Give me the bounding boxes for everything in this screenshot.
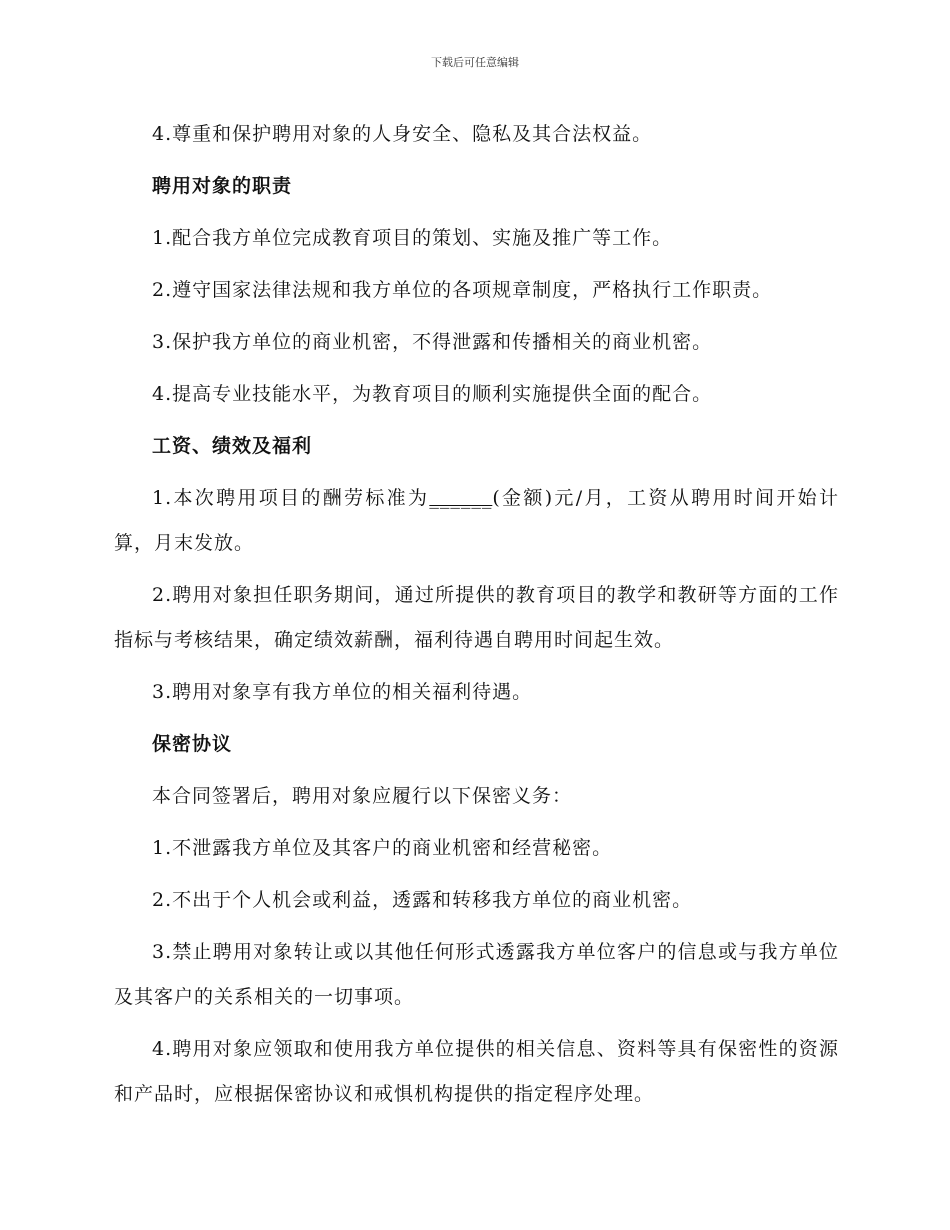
- paragraph: 1.不泄露我方单位及其客户的商业机密和经营秘密。: [152, 837, 613, 859]
- amount-blank: ______: [429, 487, 493, 509]
- paragraph: 4.提高专业技能水平，为教育项目的顺利实施提供全面的配合。: [152, 383, 713, 405]
- paragraph: 3.禁止聘用对象转让或以其他任何形式透露我方单位客户的信息或与我方单位及其客户的关系相关的一切事项。: [114, 941, 839, 1008]
- paragraph-with-blank: [114, 476, 839, 566]
- paragraph: 3.聘用对象享有我方单位的相关福利待遇。: [152, 681, 533, 703]
- paragraph-text: 1.本次聘用项目的酬劳标准为: [152, 487, 430, 509]
- paragraph-text: (金额)元/月，工资从聘用时间开始计算，月末发放。: [114, 487, 839, 554]
- paragraph: 4.聘用对象应领取和使用我方单位提供的相关信息、资料等具有保密性的资源和产品时，应根据保密协议和戒惧机构提供的指定程序处理。: [114, 1038, 839, 1105]
- section-heading: 保密协议: [152, 733, 233, 755]
- paragraph: 4.尊重和保护聘用对象的人身安全、隐私及其合法权益。: [152, 123, 653, 145]
- paragraph: 1.配合我方单位完成教育项目的策划、实施及推广等工作。: [152, 227, 673, 249]
- section-heading: 工资、绩效及福利: [152, 435, 313, 457]
- paragraph: 2.不出于个人机会或利益，透露和转移我方单位的商业机密。: [152, 889, 693, 911]
- paragraph: 3.保护我方单位的商业机密，不得泄露和传播相关的商业机密。: [152, 331, 713, 353]
- paragraph: 本合同签署后，聘用对象应履行以下保密义务：: [152, 785, 573, 807]
- page-header: 下载后可任意编辑: [431, 56, 519, 69]
- paragraph: 2.遵守国家法律法规和我方单位的各项规章制度，严格执行工作职责。: [152, 279, 773, 301]
- paragraph: 2.聘用对象担任职务期间，通过所提供的教育项目的教学和教研等方面的工作指标与考核结果，确定绩效薪酬，福利待遇自聘用时间起生效。: [114, 584, 839, 651]
- document-body: [114, 112, 839, 1124]
- section-heading: 聘用对象的职责: [152, 175, 293, 197]
